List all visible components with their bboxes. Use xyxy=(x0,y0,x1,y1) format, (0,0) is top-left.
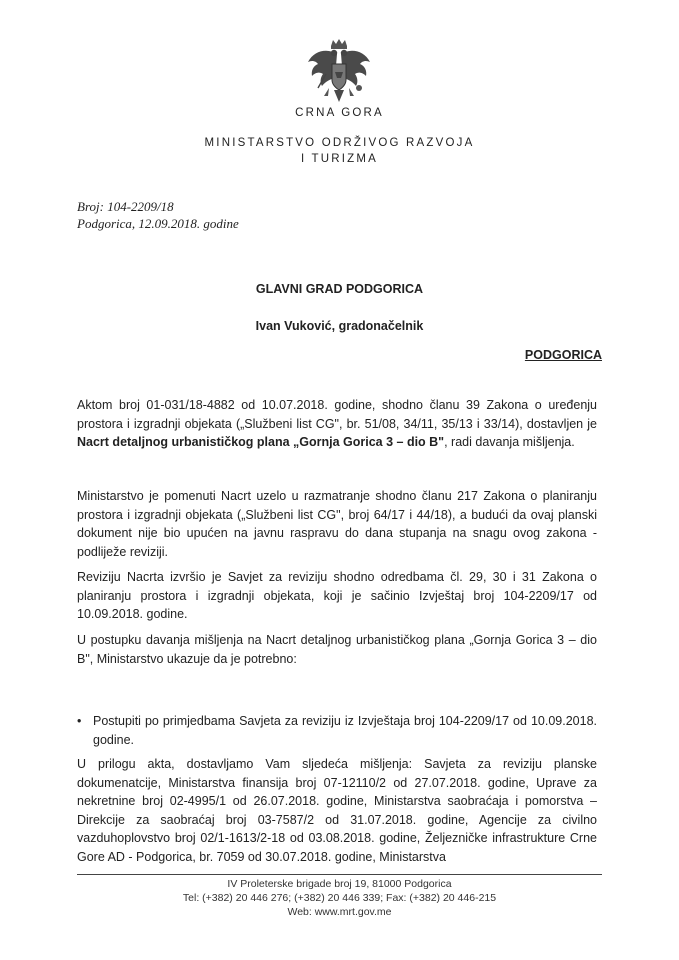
bullet-text: Postupiti po primjedbama Savjeta za reviziju iz Izvještaja broj 104-2209/17 od 10.09.2018. godine. xyxy=(93,714,597,747)
recipient-city: PODGORICA xyxy=(524,348,602,362)
bullet-item xyxy=(77,712,597,749)
place-and-date: Podgorica, 12.09.2018. godine xyxy=(77,216,239,231)
paragraph-2: Ministarstvo je pomenuti Nacrt uzelo u razmatranje shodno članu 217 Zakona o planiranju prostora i izgradnji objekata („Službeni list CG", broj 64/17 i 44/18), a budući da ovaj planski dokument nije bio upućen na javnu raspravu do dana stupanja na snagu ovog zakona - podliježe reviziji. xyxy=(77,489,597,559)
paragraph-4: U postupku davanja mišljenja na Nacrt detaljnog urbanističkog plana „Gornja Gorica 3 – dio B", Ministarstvo ukazuje da je potrebno: xyxy=(77,633,597,666)
footer-address: IV Proleterske brigade broj 19, 81000 Podgorica xyxy=(227,878,452,890)
footer-phones: Tel: (+382) 20 446 276; (+382) 20 446 339; Fax: (+382) 20 446-215 xyxy=(182,892,497,904)
recipient-person: Ivan Vuković, gradonačelnik xyxy=(255,319,424,333)
montenegro-coat-of-arms-icon xyxy=(304,38,374,112)
country-name: CRNA GORA xyxy=(295,107,384,119)
ministry-name-line2: I TURIZMA xyxy=(300,153,379,165)
plan-title: Nacrt detaljnog urbanističkog plana „Gornja Gorica 3 – dio B" xyxy=(77,435,445,449)
footer-divider xyxy=(77,874,602,875)
footer-web: Web: www.mrt.gov.me xyxy=(287,906,392,918)
reference-number: Broj: 104-2209/18 xyxy=(77,199,174,214)
paragraph-3: Reviziju Nacrta izvršio je Savjet za reviziju shodno odredbama čl. 29, 30 i 31 Zakona o planiranju prostora i izgradnji objekata, koji je sačinio Izvještaj broj 104-2209/17 od 10.09.2018. godine. xyxy=(77,570,597,621)
paragraph-1-start: Aktom broj 01-031/18-4882 od 10.07.2018. godine, shodno članu 39 Zakona o uređenju prostora i izgradnji objekata („Službeni list CG", br. 51/08, 34/11, 35/13 i 33/14), dostavljen je xyxy=(77,398,597,431)
ministry-name-line1: MINISTARSTVO ODRŽIVOG RAZVOJA xyxy=(204,137,475,149)
bullet-icon: • xyxy=(77,714,82,728)
paragraph-5: U prilogu akta, dostavljamo Vam sljedeća mišljenja: Savjeta za reviziju planske dokumenatcije, Ministarstva finansija broj 07-12110/2 od 27.07.2018. godine, Uprave za nekretnine broj 02-4995/1 od 26.07.2018. godine, Ministarstva saobraćaja i pomorstva – Direkcije za saobraćaj broj 03-7587/2 od 31.07.2018. godine, Agencije za civilno vazduhoplovstvo broj 02/1-1613/2-18 od 03.08.2018. godine, Željezničke infrastrukture Crne Gore AD - Podgorica, br. 7059 od 30.07.2018. godine, Ministarstva xyxy=(77,757,597,864)
recipient-organization: GLAVNI GRAD PODGORICA xyxy=(255,282,424,296)
paragraph-1 xyxy=(77,396,597,452)
paragraph-1-end: , radi davanja mišljenja. xyxy=(444,435,575,449)
